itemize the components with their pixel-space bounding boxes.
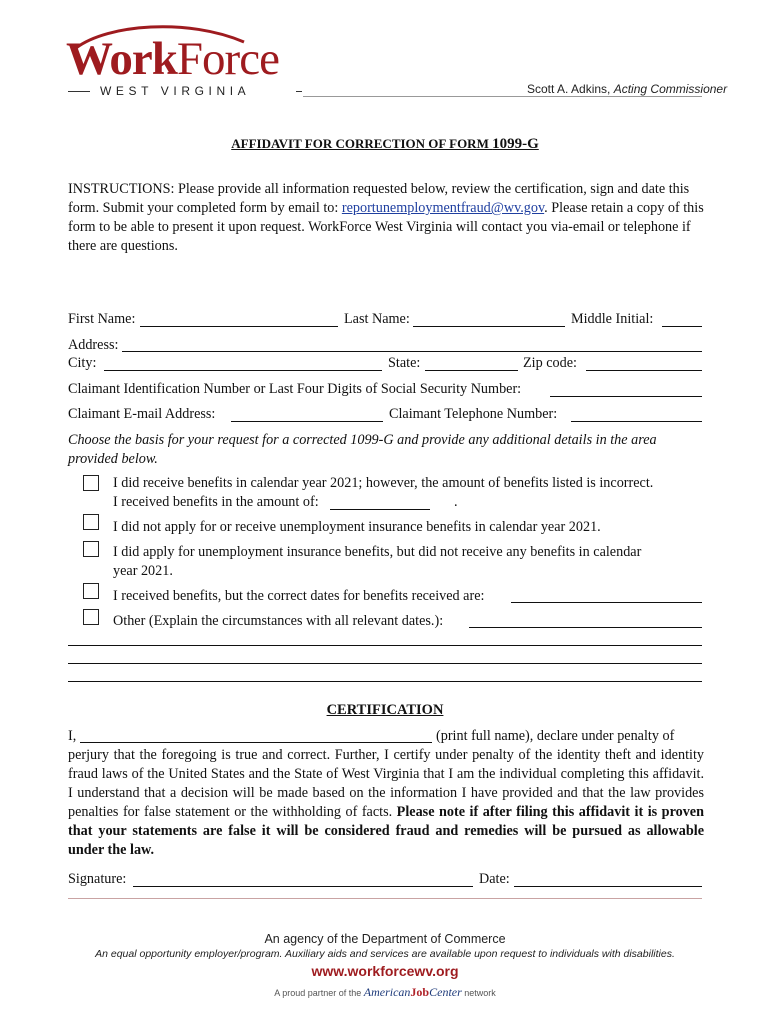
ajc-american: American (363, 985, 411, 999)
logo-bold-text: Work (66, 33, 177, 85)
footer-agency: An agency of the Department of Commerce (264, 932, 506, 946)
option-2-line1: I did not apply for or receive unemployment insurance benefits in calendar year 2021. (113, 519, 601, 535)
partner-before: A proud partner of the (274, 988, 364, 998)
american-job-center-logo (364, 985, 462, 999)
footer-rule (68, 898, 702, 899)
instructions-text-before: INSTRUCTIONS: Please provide all information requested below, review the certification, sign and date this form. Submit your completed form by email to: (68, 181, 690, 216)
first-name-field[interactable] (140, 326, 338, 327)
last-name-field[interactable] (413, 326, 565, 327)
option-4-dates-field[interactable] (511, 602, 702, 603)
footer-equal-opportunity: An equal opportunity employer/program. Auxiliary aids and services are available upon request to individuals with disabilities. (95, 948, 675, 960)
footer-website-link[interactable]: www.workforcewv.org (311, 963, 459, 979)
zip-label: Zip code: (523, 355, 577, 371)
option-2-checkbox[interactable] (83, 514, 99, 530)
title-number: 1099-G (492, 136, 539, 152)
option-3-line1: I did apply for unemployment insurance benefits, but did not receive any benefits in calendar (113, 544, 642, 560)
signature-label: Signature: (68, 871, 127, 887)
commissioner-name: Scott A. Adkins, (527, 82, 614, 96)
details-line-2[interactable] (68, 663, 702, 664)
details-line-3[interactable] (68, 681, 702, 682)
middle-initial-label: Middle Initial: (571, 311, 654, 327)
address-field[interactable] (122, 351, 702, 352)
partner-after: network (461, 988, 496, 998)
option-4-checkbox[interactable] (83, 583, 99, 599)
ajc-job: Job (410, 985, 430, 999)
logo-sub-rule-right (296, 91, 302, 92)
date-field[interactable] (514, 886, 702, 887)
workforce-logo (66, 33, 279, 85)
claimant-id-label: Claimant Identification Number or Last Four Digits of Social Security Number: (68, 381, 522, 397)
option-5-line1: Other (Explain the circumstances with all relevant dates.): (113, 613, 444, 629)
footer-partner (0, 985, 770, 1000)
ajc-center: Center (429, 985, 462, 999)
instructions (68, 180, 704, 256)
cert-line1-after: (print full name), declare under penalty of (436, 728, 675, 744)
basis-prompt: Choose the basis for your request for a corrected 1099-G and provide any additional details in the area provided below. (68, 432, 657, 467)
certification-heading: CERTIFICATION (326, 702, 444, 718)
commissioner-line (527, 82, 727, 96)
city-label: City: (68, 355, 97, 371)
first-name-label: First Name: (68, 311, 136, 327)
option-4-line1: I received benefits, but the correct dates for benefits received are: (113, 588, 485, 604)
certification-body (68, 746, 704, 860)
logo-light-text: Force (176, 33, 279, 85)
phone-field[interactable] (571, 421, 702, 422)
instructions-email-link[interactable]: reportunemploymentfraud@wv.gov (341, 200, 545, 216)
date-label: Date: (479, 871, 510, 887)
middle-initial-field[interactable] (662, 326, 702, 327)
cert-bold-note: Please note if after filing this affidavit it is proven that your statements are false it will be considered fraud and remedies will be pursued as allowable under the law. (68, 804, 704, 858)
option-5-explain-field[interactable] (469, 627, 702, 628)
cert-body-text: perjury that the foregoing is true and correct. Further, I certify under penalty of the identity theft and identity fraud laws of the United States and the State of West Virginia that I am the individual completing this affidavit. I understand that a decision will be made based on the information I have provided and that the law provides penalties for false statement or the withholding of facts. (68, 747, 704, 820)
city-field[interactable] (104, 370, 382, 371)
page-title (0, 136, 770, 153)
logo-subtitle: WEST VIRGINIA (100, 84, 251, 98)
title-prefix: AFFIDAVIT FOR CORRECTION OF FORM (231, 136, 493, 151)
option-5-checkbox[interactable] (83, 609, 99, 625)
instructions-text-after: . Please retain a copy of this form to be able to present it upon request. WorkForce West Virginia will contact you via-email or telephone if there are questions. (68, 200, 704, 254)
details-line-1[interactable] (68, 645, 702, 646)
header-rule (303, 96, 702, 97)
address-label: Address: (68, 337, 119, 353)
state-label: State: (388, 355, 421, 371)
claimant-id-field[interactable] (550, 396, 702, 397)
option-1-line1: I did receive benefits in calendar year 2021; however, the amount of benefits listed is incorrect. (113, 475, 654, 491)
phone-label: Claimant Telephone Number: (389, 406, 558, 422)
signature-field[interactable] (133, 886, 473, 887)
email-label: Claimant E-mail Address: (68, 406, 216, 422)
cert-full-name-field[interactable] (80, 742, 432, 743)
state-field[interactable] (425, 370, 518, 371)
option-3-checkbox[interactable] (83, 541, 99, 557)
option-1-amount-field[interactable] (330, 509, 430, 510)
option-1-line2-end: . (454, 494, 458, 510)
logo-sub-rule (68, 91, 90, 92)
commissioner-title: Acting Commissioner (613, 82, 728, 96)
option-1-checkbox[interactable] (83, 475, 99, 491)
option-3-line2: year 2021. (113, 563, 173, 579)
last-name-label: Last Name: (344, 311, 410, 327)
zip-field[interactable] (586, 370, 702, 371)
option-1-line2: I received benefits in the amount of: (113, 494, 319, 510)
email-field[interactable] (231, 421, 383, 422)
cert-i-label: I, (68, 728, 77, 744)
